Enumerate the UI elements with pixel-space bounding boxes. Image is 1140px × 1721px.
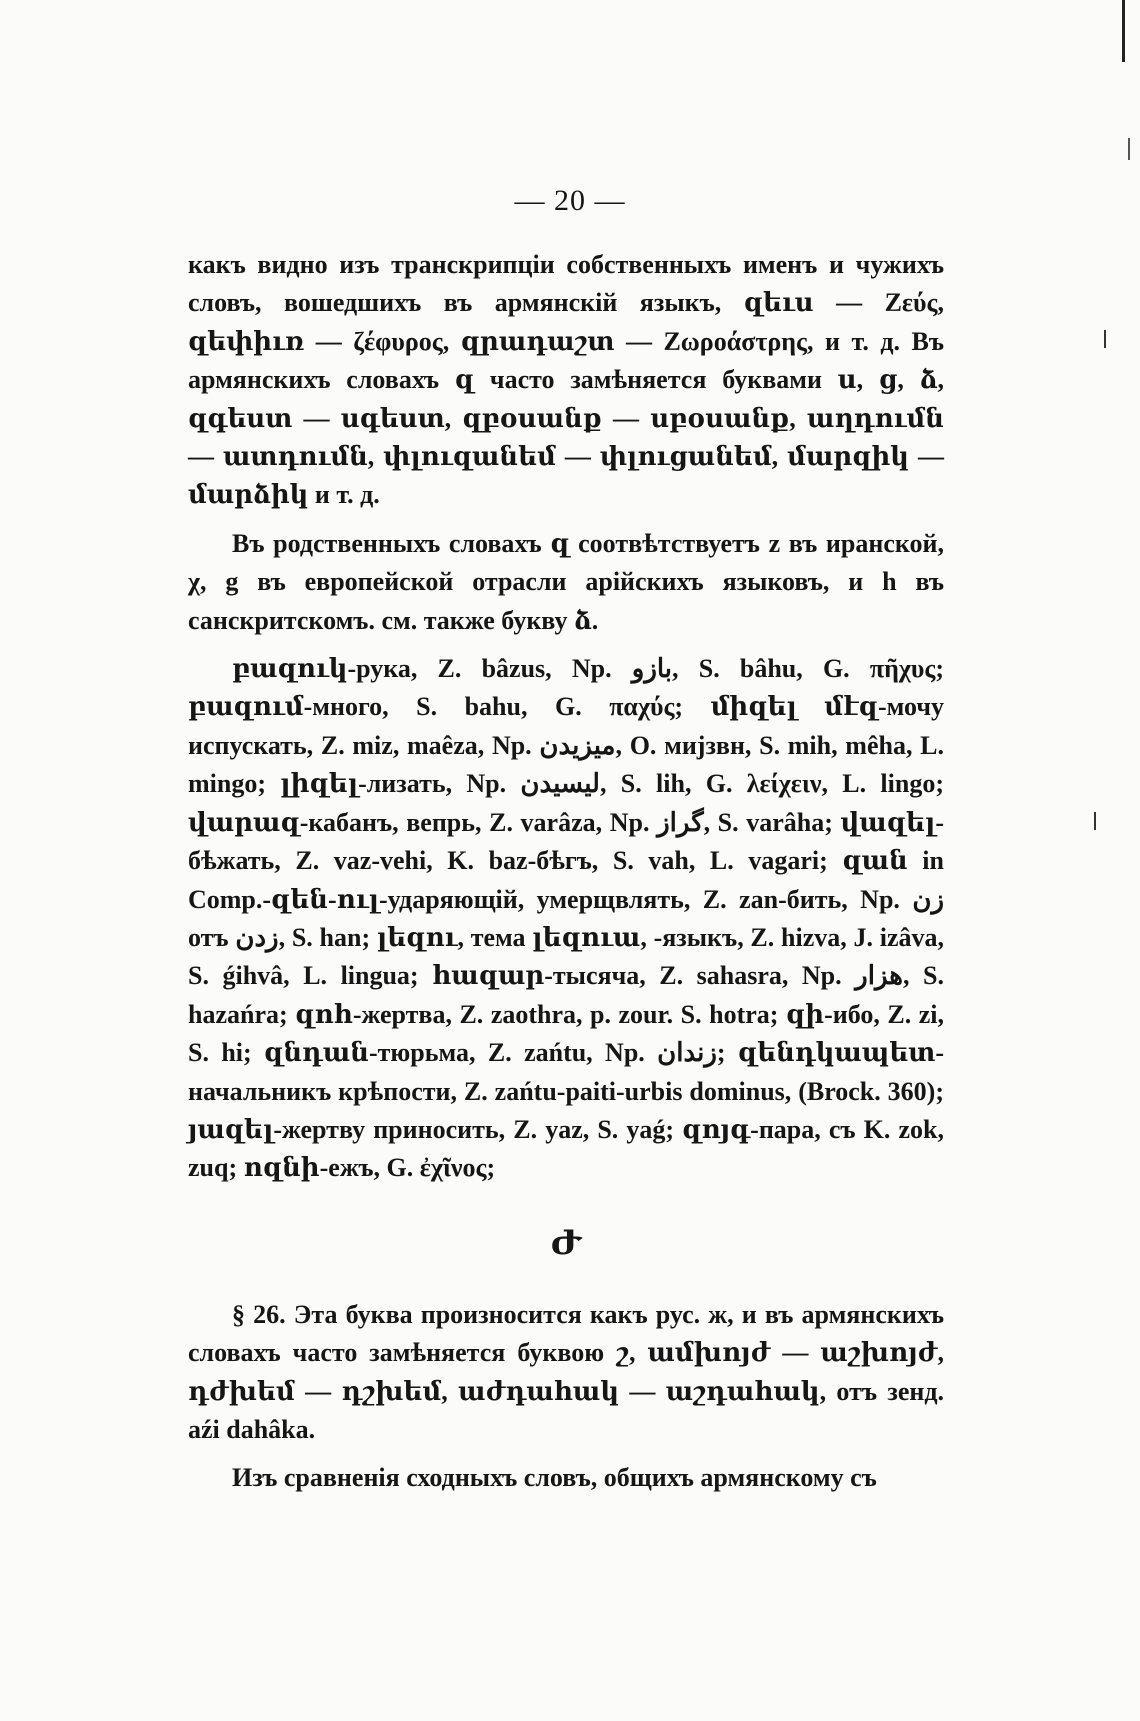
letter-heading: Ժ xyxy=(550,1224,582,1262)
paragraph-comparison: Изъ сравненія сходныхъ словъ, общихъ армянскому съ xyxy=(232,1463,877,1493)
paragraph-cognates-intro: Въ родственныхъ словахъ զ соотвѣтствуетъ z въ иранской, χ, g въ европейской отрасли арійскихъ языковъ, и h въ санскритскомъ. см. также букву ձ. xyxy=(188,528,944,635)
paragraph-section-26: § 26. Эта буква произносится какъ рус. ж, и въ армянскихъ словахъ часто замѣняется буквою շ, ամխոյժ — աշխոյժ, դժխեմ — դշխեմ, աժդահակ — աշդահակ, отъ зенд. aźi dahâka. xyxy=(188,1299,944,1444)
scan-mark xyxy=(1128,138,1130,160)
page-edge-rule xyxy=(1122,0,1125,62)
paragraph-word-list: բազուկ-рука, Z. bâzus, Np. بازو, S. bâhu, G. πῆχυς; բազում-много, S. bahu, G. παχύς; միզել մէզ-мочу испускать, Z. miz, maêza, Np. میزیدن, O. мијзвн, S. mih, mêha, L. mingo; լիզել-лизать, Np. لیسیدن, S. lih, G. λείχειν, L. lingo; վարազ-кабанъ, вепрь, Z. varâza, Np. گراز, S. varâha; վազել-бѣжать, Z. vaz-vehi, K. baz-бѣгъ, S. vah, L. vagari; զան in Comp.-զեն-ուլ-ударяющій, умерщвлять, Z. zan-бить, Np. زن отъ زدن, S. han; լեզու, тема լեզուա, -языкъ, Z. hizva, J. izâva, S. ǵihvâ, L. lingua; հազար-тысяча, Z. sahasra, Np. هزار, S. hazańra; զոհ-жертва, Z. zaothra, p. zour. S. hotra; զի-ибо, Z. zi, S. hi; զնդան-тюрьма, Z. zańtu, Np. زندان; զենդկապետ-начальникъ крѣпости, Z. zańtu-paiti-urbis dominus, (Brock. 360); յազել-жертву приносить, Z. yaz, S. yaǵ; զոյգ-пара, съ K. zok, zuq; ոզնի-ежъ, G. ἐχῖνος; xyxy=(188,654,945,1183)
page-number: — 20 — xyxy=(514,184,626,217)
paragraph-continuation: какъ видно изъ транскрипціи собственныхъ именъ и чужихъ словъ, вошедшихъ въ армянскій языкъ, զեւս — Ζεύς, զեփիւռ — ζέφυρος, զրադաշտ — Ζωροάστρης, и т. д. Въ армянскихъ словахъ զ часто замѣняется буквами ս, ց, ձ, զգեստ — սգեստ, զբօսանք — սբօսանք, աղդումն — ատդումն, փլուզանեմ — փլուցանեմ, մարզիկ — մարձիկ и т. д. xyxy=(188,250,944,510)
text-column xyxy=(188,246,944,1498)
scan-mark xyxy=(1104,330,1106,348)
scan-mark xyxy=(1094,812,1096,830)
